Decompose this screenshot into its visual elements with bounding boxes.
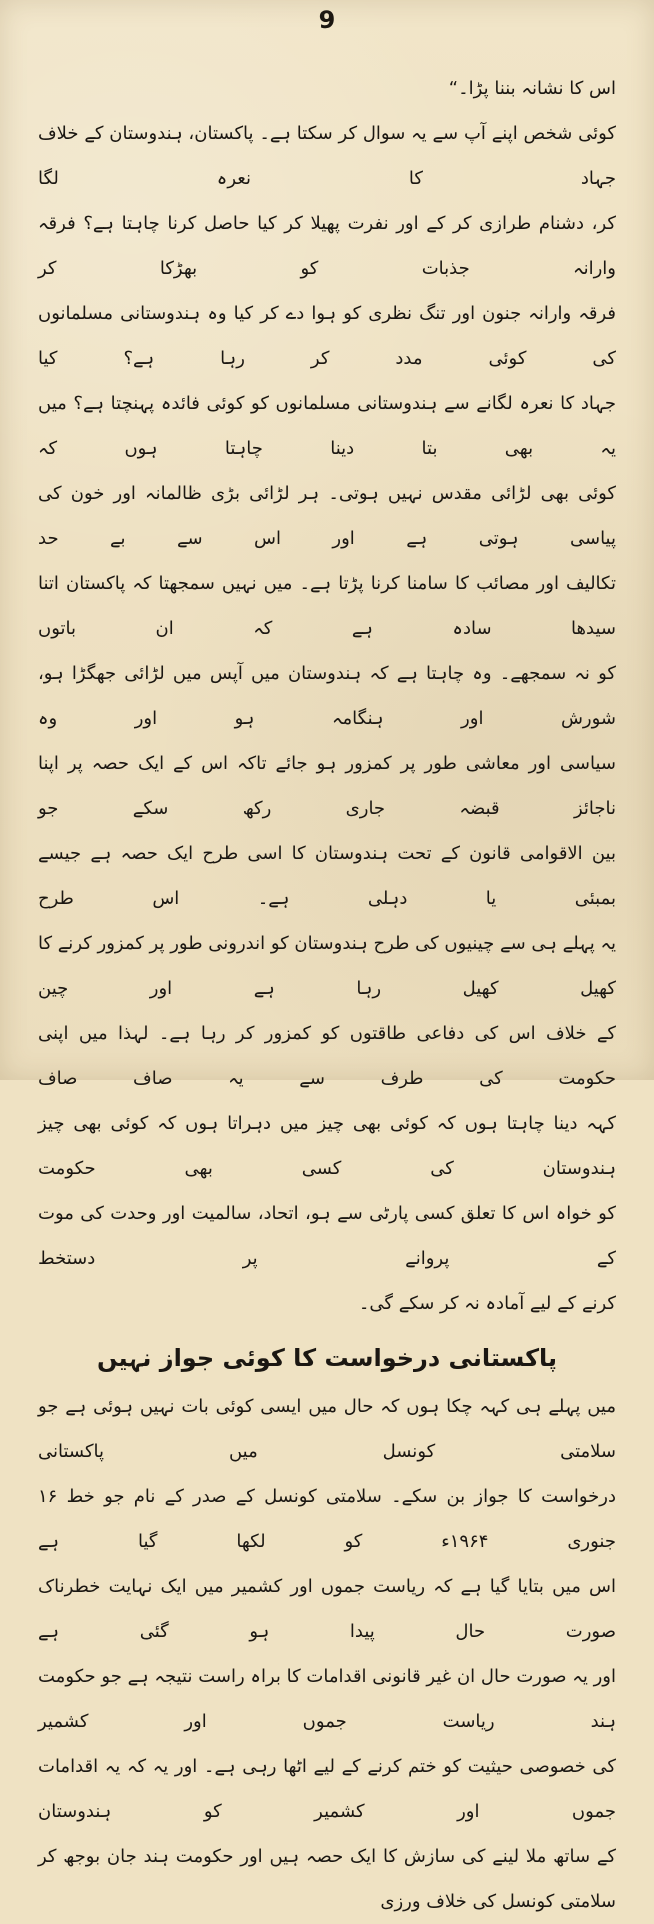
- paragraph-line: درخواست کا جواز بن سکے۔ سلامتی کونسل کے صدر کے نام جو خط ۱۶ جنوری ۱۹۶۴ء کو لکھا گیا ہے: [38, 1486, 616, 1552]
- paragraph-line: فرقہ وارانہ جنون اور تنگ نظری کو ہوا دے کر کیا وہ ہندوستانی مسلمانوں کی کوئی مدد کر رہا ہے؟ کیا: [38, 303, 616, 369]
- paragraph-line: کی خصوصی حیثیت کو ختم کرنے کے لیے اٹھا رہی ہے۔ اور یہ کہ یہ اقدامات جموں اور کشمیر کو ہندوستان: [38, 1756, 616, 1822]
- document-body: [38, 66, 616, 1924]
- paragraph-line: کہہ دینا چاہتا ہوں کہ کوئی بھی چیز میں دہراتا ہوں کہ کوئی بھی چیز ہندوستان کی کسی بھی حکومت: [38, 1113, 616, 1179]
- paragraph-line: تکالیف اور مصائب کا سامنا کرنا پڑتا ہے۔ میں نہیں سمجھتا کہ پاکستان اتنا سیدھا سادہ ہے کہ ان باتوں: [38, 573, 616, 639]
- paragraph-line: کوئی شخص اپنے آپ سے یہ سوال کر سکتا ہے۔ پاکستان، ہندوستان کے خلاف جہاد کا نعرہ لگا: [38, 123, 616, 189]
- section-heading: پاکستانی درخواست کا کوئی جواز نہیں: [96, 1344, 558, 1372]
- paragraph-line: اس میں بتایا گیا ہے کہ ریاست جموں اور کشمیر میں ایک نہایت خطرناک صورت حال پیدا ہو گئی ہے: [38, 1576, 616, 1642]
- paragraph-line: کے ساتھ ملا لینے کی سازش کا ایک حصہ ہیں اور حکومت ہند جان بوجھ کر سلامتی کونسل کی خلاف ورزی: [38, 1846, 616, 1912]
- paragraph-line: کر، دشنام طرازی کر کے اور نفرت پھیلا کر کیا حاصل کرنا چاہتا ہے؟ فرقہ وارانہ جذبات کو بھڑکا کر: [38, 213, 616, 279]
- section-gap: [38, 1326, 616, 1332]
- paragraph-line: کو خواہ اس کا تعلق کسی پارٹی سے ہو، اتحاد، سالمیت اور وحدت کی موت کے پروانے پر دستخط: [38, 1203, 616, 1269]
- paragraph-line: جہاد کا نعرہ لگانے سے ہندوستانی مسلمانوں کو کوئی فائدہ پہنچتا ہے؟ میں یہ بھی بتا دینا چاہتا ہوں کہ: [38, 393, 616, 459]
- paragraph-line: کے خلاف اس کی دفاعی طاقتوں کو کمزور کر رہا ہے۔ لہذا میں اپنی حکومت کی طرف سے یہ صاف صاف: [38, 1023, 616, 1089]
- paragraph-line: اور یہ صورت حال ان غیر قانونی اقدامات کا براہ راست نتیجہ ہے جو حکومت ہند ریاست جموں اور کشمیر: [38, 1666, 616, 1732]
- paragraph-line: کوئی بھی لڑائی مقدس نہیں ہوتی۔ ہر لڑائی بڑی ظالمانہ اور خون کی پیاسی ہوتی ہے اور اس سے بے حد: [38, 483, 616, 549]
- page-number: 9: [318, 6, 336, 34]
- paragraph-line: بین الاقوامی قانون کے تحت ہندوستان کا اسی طرح ایک حصہ ہے جیسے بمبئی یا دہلی ہے۔ اس طرح: [38, 843, 616, 909]
- paragraph-line: میں پہلے ہی کہہ چکا ہوں کہ حال میں ایسی کوئی بات نہیں ہوئی ہے جو سلامتی کونسل میں پاکستانی: [38, 1396, 616, 1462]
- paragraph-line: کرنے کے لیے آمادہ نہ کر سکے گی۔: [358, 1293, 616, 1314]
- paragraph-line: یہ پہلے ہی سے چینیوں کی طرح ہندوستان کو اندرونی طور پر کمزور کرنے کا کھیل کھیل رہا ہے اور چین: [37, 933, 616, 999]
- paragraph-line: کو نہ سمجھے۔ وہ چاہتا ہے کہ ہندوستان میں آپس میں لڑائی جھگڑا ہو، شورش اور ہنگامہ ہو اور وہ: [38, 663, 616, 729]
- paragraph-line: اس کا نشانہ بننا پڑا۔“: [448, 78, 616, 99]
- paragraph-line: سیاسی اور معاشی طور پر کمزور ہو جائے تاکہ اس کے ایک حصہ پر اپنا ناجائز قبضہ جاری رکھ سکے جو: [38, 753, 616, 819]
